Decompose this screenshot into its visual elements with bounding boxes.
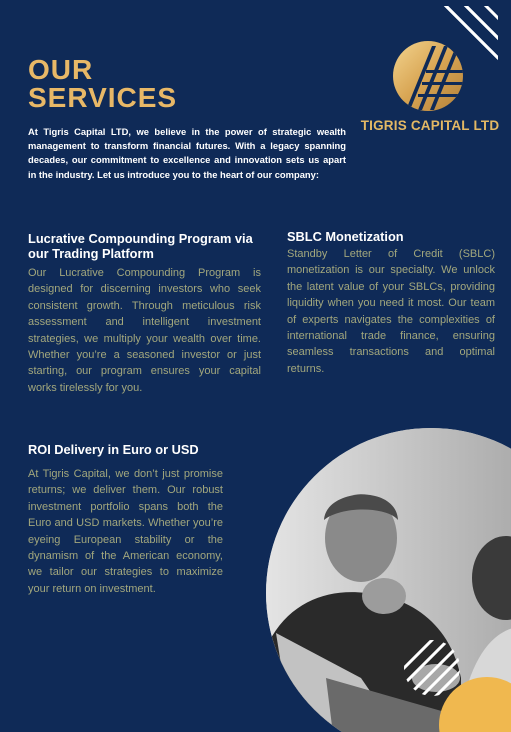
page-title [28,56,177,112]
tigris-logo-icon [392,40,464,112]
service-title-sblc: SBLC Monetization [287,229,404,244]
page-title-line-1: OUR [28,54,94,85]
service-body-sblc: Standby Letter of Credit (SBLC) monetization is our specialty. We unlock the latent value of your SBLCs, providing liquidity when you need it most. Our team of experts navigates the complexities of international trade finance, ensuring seamless transactions and optimal returns. [287,248,495,375]
service-body-compounding: Our Lucrative Compounding Program is designed for discerning investors who seek consistent growth. Through meticulous risk assessment and intelligent investment strategies, we multiply your wealth over time. Whether you’re a seasoned investor or just starting, our program ensures your capital works tirelessly for you. [28,267,261,394]
gold-circle-stripes-icon [402,640,511,732]
intro-paragraph: At Tigris Capital LTD, we believe in the power of strategic wealth management to transform financial futures. With a legacy spanning decades, our commitment to excellence and innovation sets us apart in the industry. Let us introduce you to the heart of our company: [28,126,346,180]
brand-name: TIGRIS CAPITAL LTD [360,118,500,133]
service-body-roi: At Tigris Capital, we don’t just promise returns; we deliver them. Our robust investment portfolio spans both the Euro and USD markets. Whether you’re eyeing European stability or the dynamism of the American economy, we tailor our strategies to maximize your return on investment. [28,468,223,595]
service-title-compounding: Lucrative Compounding Program via our Trading Platform [28,231,253,261]
service-title-roi: ROI Delivery in Euro or USD [28,442,199,457]
page-title-line-2: SERVICES [28,82,178,113]
